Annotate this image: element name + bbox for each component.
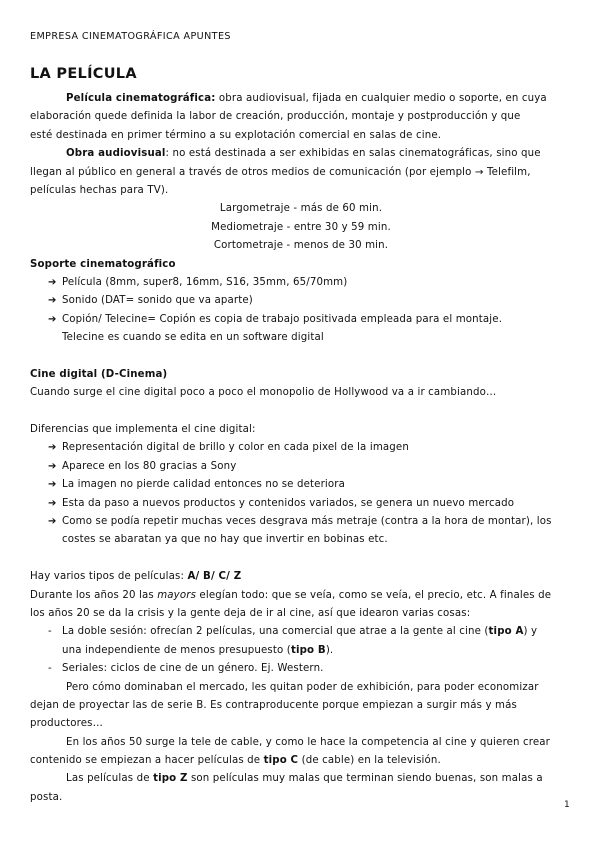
list-item: ➔ Como se podía repetir muchas veces desgrava más metraje (contra a la hora de montar), los xyxy=(30,513,572,531)
arrow-bullet-icon: ➔ xyxy=(48,497,57,509)
page-title: LA PELÍCULA xyxy=(30,66,137,82)
paragraph-line: dejan de proyectar las de serie B. Es contraproducente porque empiezan a surgir más y más xyxy=(30,699,517,711)
section-heading-soporte: Soporte cinematográfico xyxy=(30,258,176,270)
arrow-bullet-icon: ➔ xyxy=(48,313,57,325)
paragraph: Pero cómo dominaban el mercado, les quitan poder de exhibición, para poder economizar xyxy=(66,681,539,693)
list-item: ➔ Esta da paso a nuevos productos y contenidos variados, se genera un nuevo mercado xyxy=(30,495,572,513)
list-item: ➔ Copión/ Telecine= Copión es copia de trabajo positivada empleada para el montaje. xyxy=(30,311,572,329)
list-item-continuation: Telecine es cuando se edita en un software digital xyxy=(62,332,324,344)
list-item: ➔ Sonido (DAT= sonido que va aparte) xyxy=(30,292,572,310)
definition-obra-audiovisual: Obra audiovisual: no está destinada a ser exhibidas en salas cinematográficas, sino que xyxy=(66,148,541,160)
arrow-bullet-icon: ➔ xyxy=(48,276,57,288)
list-item: ➔ La imagen no pierde calidad entonces no se deteriora xyxy=(30,476,572,494)
list-item: - La doble sesión: ofrecían 2 películas, una comercial que atrae a la gente al cine (tipo A) y xyxy=(30,623,572,641)
list-item: - Seriales: ciclos de cine de un género. Ej. Western. xyxy=(30,660,572,678)
arrow-bullet-icon: ➔ xyxy=(48,479,57,491)
duration-item: Mediometraje - entre 30 y 59 min. xyxy=(211,221,391,233)
list-item-continuation: una independiente de menos presupuesto (tipo B). xyxy=(62,644,334,656)
definition-pelicula-line3: esté destinada en primer término a su explotación comercial en salas de cine. xyxy=(30,129,442,141)
definition-pelicula: Película cinematográfica: obra audiovisual, fijada en cualquier medio o soporte, en cuya xyxy=(66,93,547,104)
arrow-bullet-icon: ➔ xyxy=(48,295,57,307)
paragraph: En los años 50 surge la tele de cable, y como le hace la competencia al cine y quieren crear xyxy=(66,736,550,748)
arrow-bullet-icon: ➔ xyxy=(48,442,57,454)
paragraph: Diferencias que implementa el cine digital: xyxy=(30,424,256,436)
paragraph: Las películas de tipo Z son películas muy malas que terminan siendo buenas, son malas a xyxy=(66,773,543,785)
definition-obra-line2: llegan al público en general a través de otros medios de comunicación (por ejemplo → Telefilm, xyxy=(30,166,531,178)
paragraph-line: contenido se empiezan a hacer películas de tipo C (de cable) en la televisión. xyxy=(30,755,441,767)
paragraph-line: posta. xyxy=(30,791,63,803)
duration-item: Largometraje - más de 60 min. xyxy=(219,203,383,215)
definition-pelicula-line2: elaboración quede definida la labor de creación, producción, montaje y postproducción y que xyxy=(30,111,521,123)
definition-obra-line3: películas hechas para TV). xyxy=(30,184,169,196)
paragraph: Hay varios tipos de películas: A/ B/ C/ Z xyxy=(30,571,242,583)
dash-bullet-icon: - xyxy=(48,663,52,675)
paragraph: Durante los años 20 las mayors elegían todo: que se veía, como se veía, el precio, etc. A finales de xyxy=(30,589,552,601)
list-item-continuation: costes se abaratan ya que no hay que invertir en bobinas etc. xyxy=(62,534,388,546)
page-number: 1 xyxy=(564,800,570,810)
duration-list xyxy=(30,200,572,255)
paragraph-line: productores… xyxy=(30,718,103,730)
section-heading-cine-digital: Cine digital (D-Cinema) xyxy=(30,368,168,380)
dash-bullet-icon: - xyxy=(48,626,52,638)
arrow-bullet-icon: ➔ xyxy=(48,460,57,472)
document-body xyxy=(30,90,572,807)
paragraph: Cuando surge el cine digital poco a poco el monopolio de Hollywood va a ir cambiando… xyxy=(30,387,497,399)
page-header: EMPRESA CINEMATOGRÁFICA APUNTES xyxy=(30,31,231,42)
list-item: ➔ Aparece en los 80 gracias a Sony xyxy=(30,458,572,476)
paragraph-line: los años 20 se da la crisis y la gente deja de ir al cine, así que idearon varias cosas: xyxy=(30,607,471,619)
arrow-bullet-icon: ➔ xyxy=(48,515,57,527)
list-item: ➔ Película (8mm, super8, 16mm, S16, 35mm, 65/70mm) xyxy=(30,274,572,292)
duration-item: Cortometraje - menos de 30 min. xyxy=(213,240,389,252)
list-item: ➔ Representación digital de brillo y color en cada pixel de la imagen xyxy=(30,439,572,457)
